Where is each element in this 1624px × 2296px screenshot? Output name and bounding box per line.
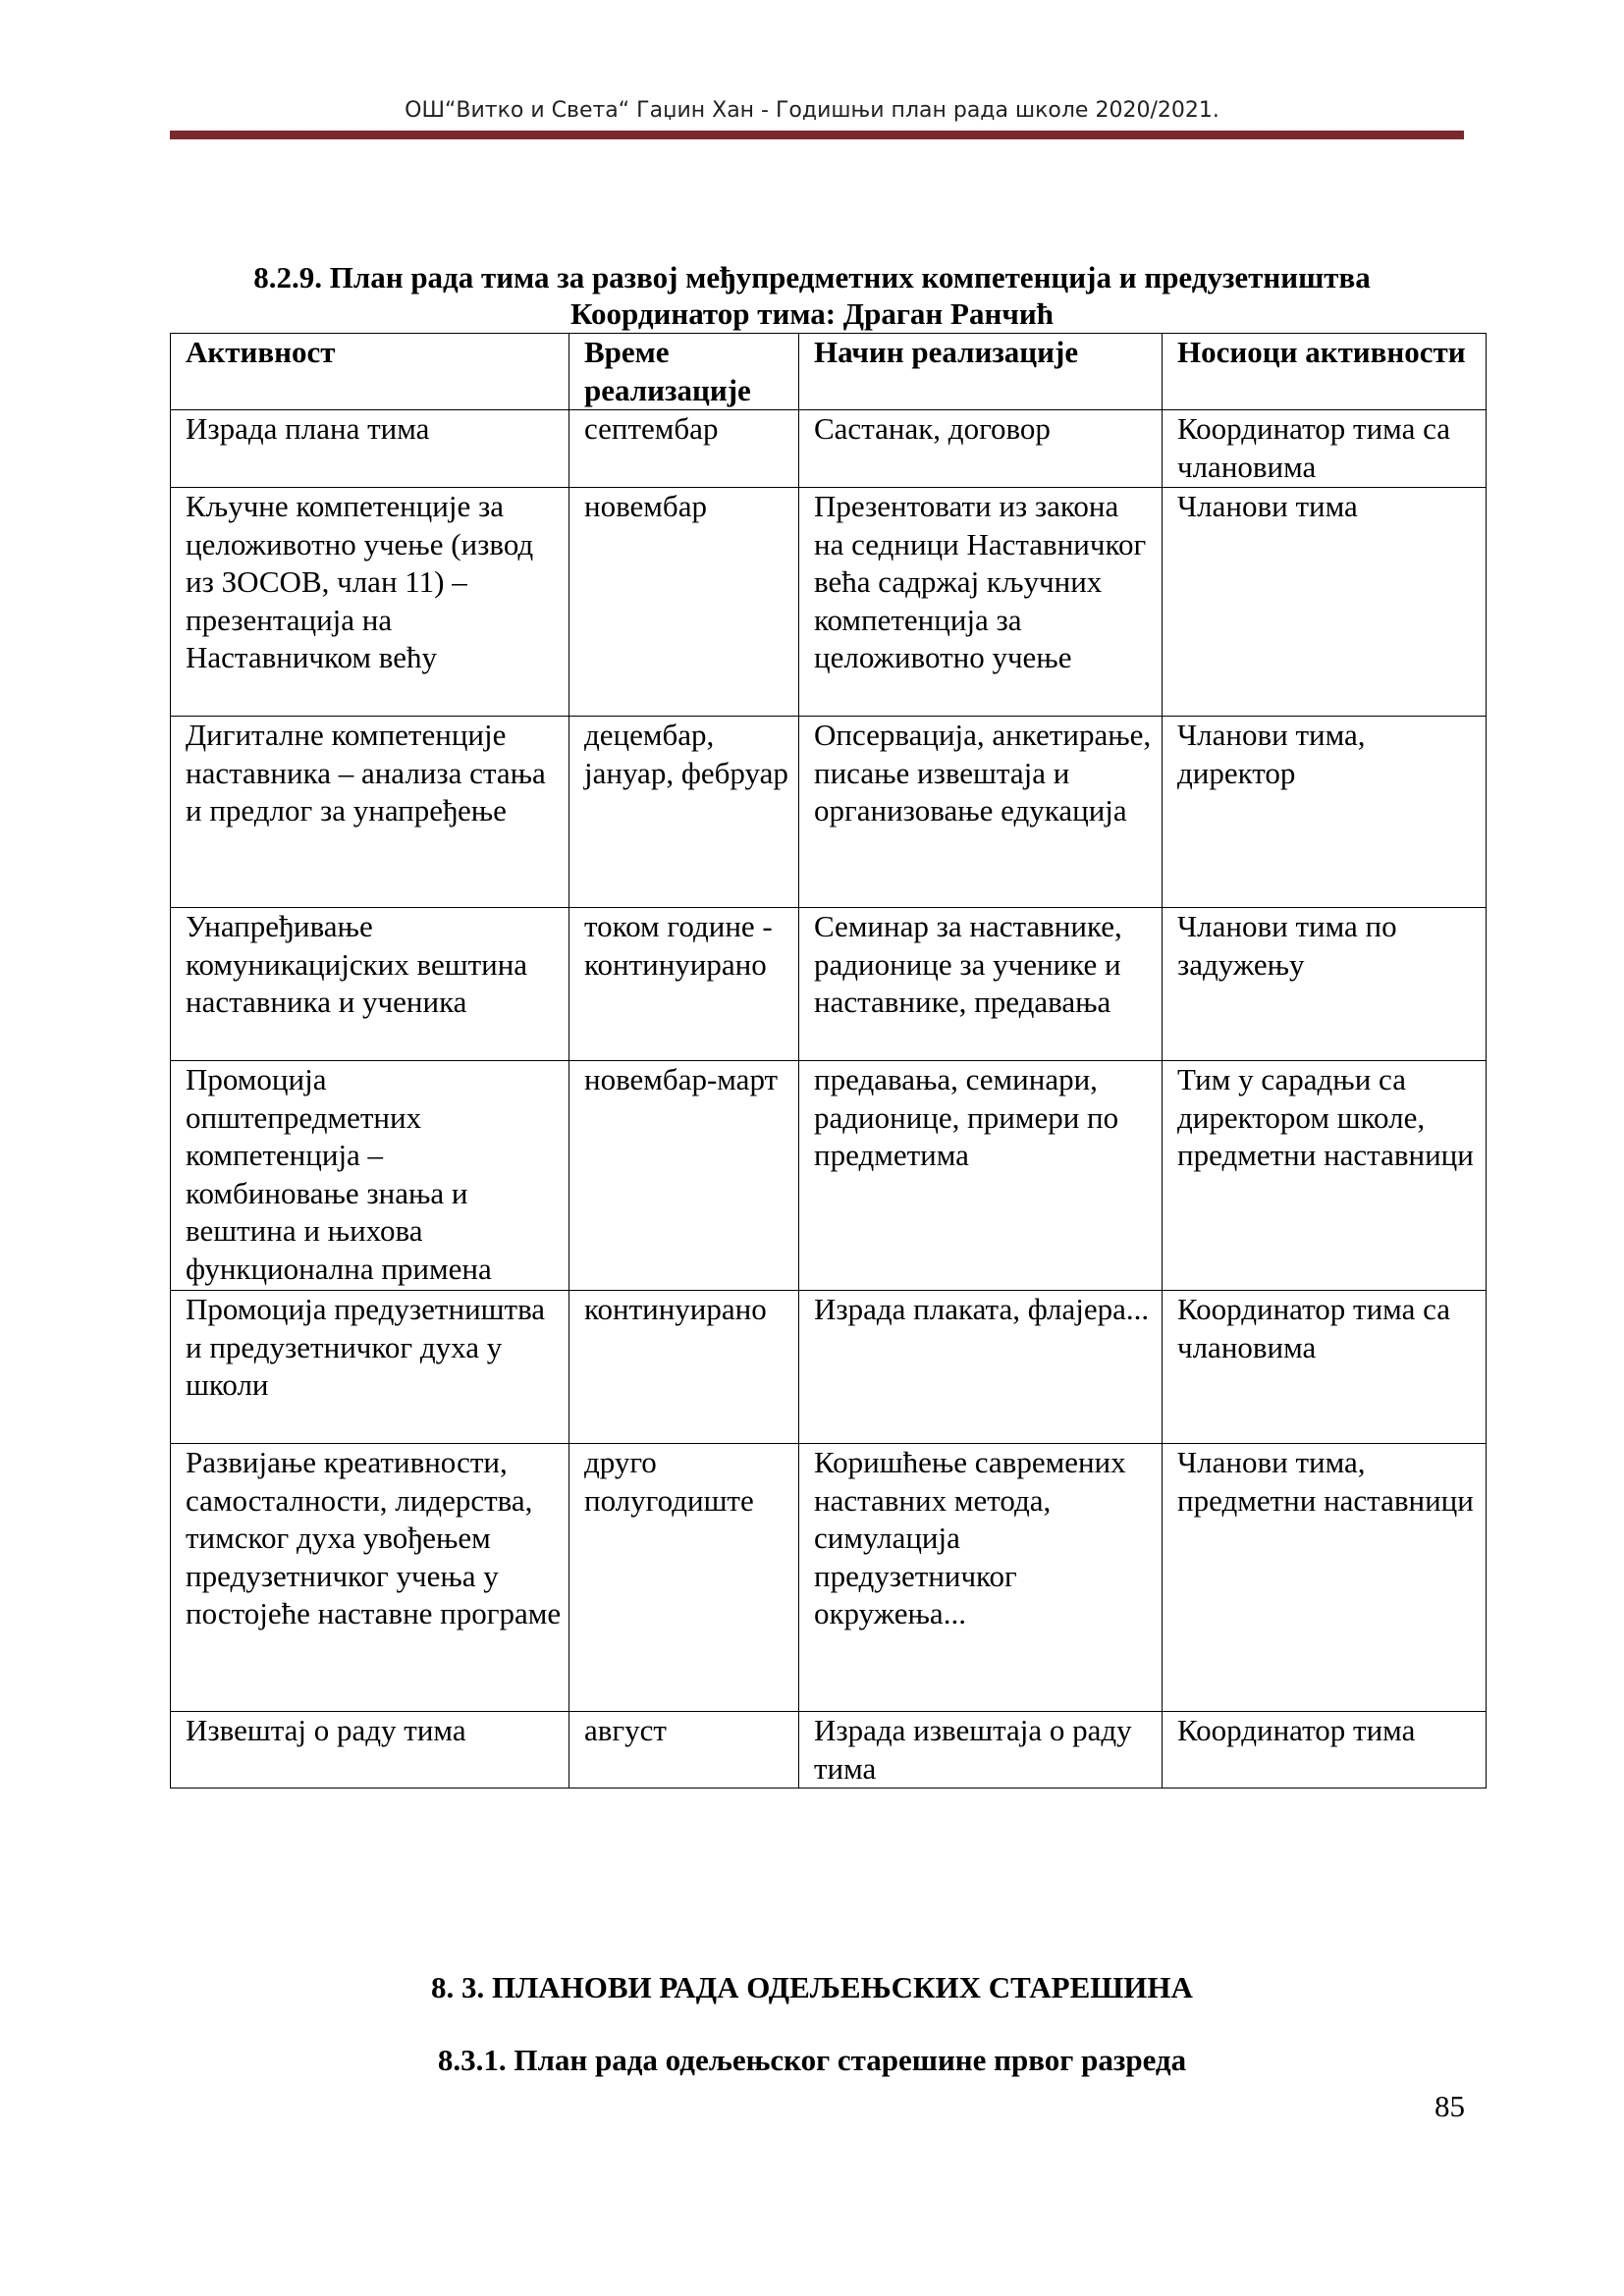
table-row: [171, 717, 1487, 908]
cell-time: август: [569, 1712, 799, 1789]
subsection-heading: 8.3.1. План рада одељењског старешине првог разреда: [437, 2043, 1187, 2077]
team-coordinator: Координатор тима: Драган Ранчић: [570, 296, 1054, 331]
section-heading: 8. 3. ПЛАНОВИ РАДА ОДЕЉЕЊСКИХ СТАРЕШИНА: [431, 1970, 1193, 2004]
table-row: [171, 410, 1487, 488]
cell-time: септембар: [569, 410, 799, 488]
cell-holders: Координатор тима са члановима: [1163, 1291, 1487, 1444]
cell-holders: Чланови тима, директор: [1163, 717, 1487, 908]
cell-holders: Чланови тима, предметни наставници: [1163, 1444, 1487, 1712]
header-rule: [170, 131, 1464, 139]
cell-time: друго полугодиште: [569, 1444, 799, 1712]
cell-holders: Тим у сарадњи са директором школе, предметни наставници: [1163, 1061, 1487, 1291]
page-number: 85: [1435, 2089, 1465, 2123]
cell-holders: Чланови тима по задужењу: [1163, 908, 1487, 1061]
cell-method: Израда плаката, флајера...: [799, 1291, 1163, 1444]
column-header-holders: Носиоци активности: [1163, 334, 1487, 410]
table-row: [171, 908, 1487, 1061]
table-row: [171, 1444, 1487, 1712]
table-row: [171, 488, 1487, 717]
column-header-time: Време реализације: [569, 334, 799, 410]
section-title: 8.2.9. План рада тима за развој међупредметних компетенција и предузетништва: [253, 260, 1371, 294]
cell-time: новембар: [569, 488, 799, 717]
cell-method: Опсервација, анкетирање, писање извештаја и организовање едукација: [799, 717, 1163, 908]
cell-activity: Промоција општепредметних компетенција – комбиновање знања и вештина и њихова функционална примена: [171, 1061, 569, 1291]
cell-holders: Координатор тима: [1163, 1712, 1487, 1789]
cell-activity: Развијање креативности, самосталности, лидерства, тимског духа увођењем предузетничког учења у постојеће наставне програме: [171, 1444, 569, 1712]
table-row: [171, 1291, 1487, 1444]
cell-method: предавања, семинари, радионице, примери по предметима: [799, 1061, 1163, 1291]
cell-activity: Дигиталне компетенције наставника – анализа стања и предлог за унапређење: [171, 717, 569, 908]
cell-activity: Кључне компетенције за целоживотно учење (извод из ЗОСОВ, члан 11) – презентација на Наставничком већу: [171, 488, 569, 717]
cell-method: Презентовати из закона на седници Наставничког већа садржај кључних компетенција за целоживотно учење: [799, 488, 1163, 717]
table-header-row: [171, 334, 1487, 410]
cell-method: Састанак, договор: [799, 410, 1163, 488]
cell-activity: Унапређивање комуникацијских вештина наставника и ученика: [171, 908, 569, 1061]
cell-method: Израда извештаја о раду тима: [799, 1712, 1163, 1789]
cell-time: децембар, јануар, фебруар: [569, 717, 799, 908]
cell-method: Семинар за наставнике, радионице за ученике и наставнике, предавања: [799, 908, 1163, 1061]
cell-activity: Промоција предузетништва и предузетничког духа у школи: [171, 1291, 569, 1444]
table-row: [171, 1712, 1487, 1789]
column-header-activity: Активност: [171, 334, 569, 410]
cell-time: током године - континуирано: [569, 908, 799, 1061]
cell-holders: Чланови тима: [1163, 488, 1487, 717]
cell-activity: Извештај о раду тима: [171, 1712, 569, 1789]
running-header: ОШ“Витко и Света“ Гаџин Хан - Годишњи план рада школе 2020/2021.: [405, 98, 1219, 123]
table-row: [171, 1061, 1487, 1291]
cell-time: континуирано: [569, 1291, 799, 1444]
cell-holders: Координатор тима са члановима: [1163, 410, 1487, 488]
activity-plan-table: [170, 333, 1487, 1789]
cell-time: новембар-март: [569, 1061, 799, 1291]
cell-method: Коришћење савремених наставних метода, симулација предузетничког окружења...: [799, 1444, 1163, 1712]
column-header-method: Начин реализације: [799, 334, 1163, 410]
cell-activity: Израда плана тима: [171, 410, 569, 488]
